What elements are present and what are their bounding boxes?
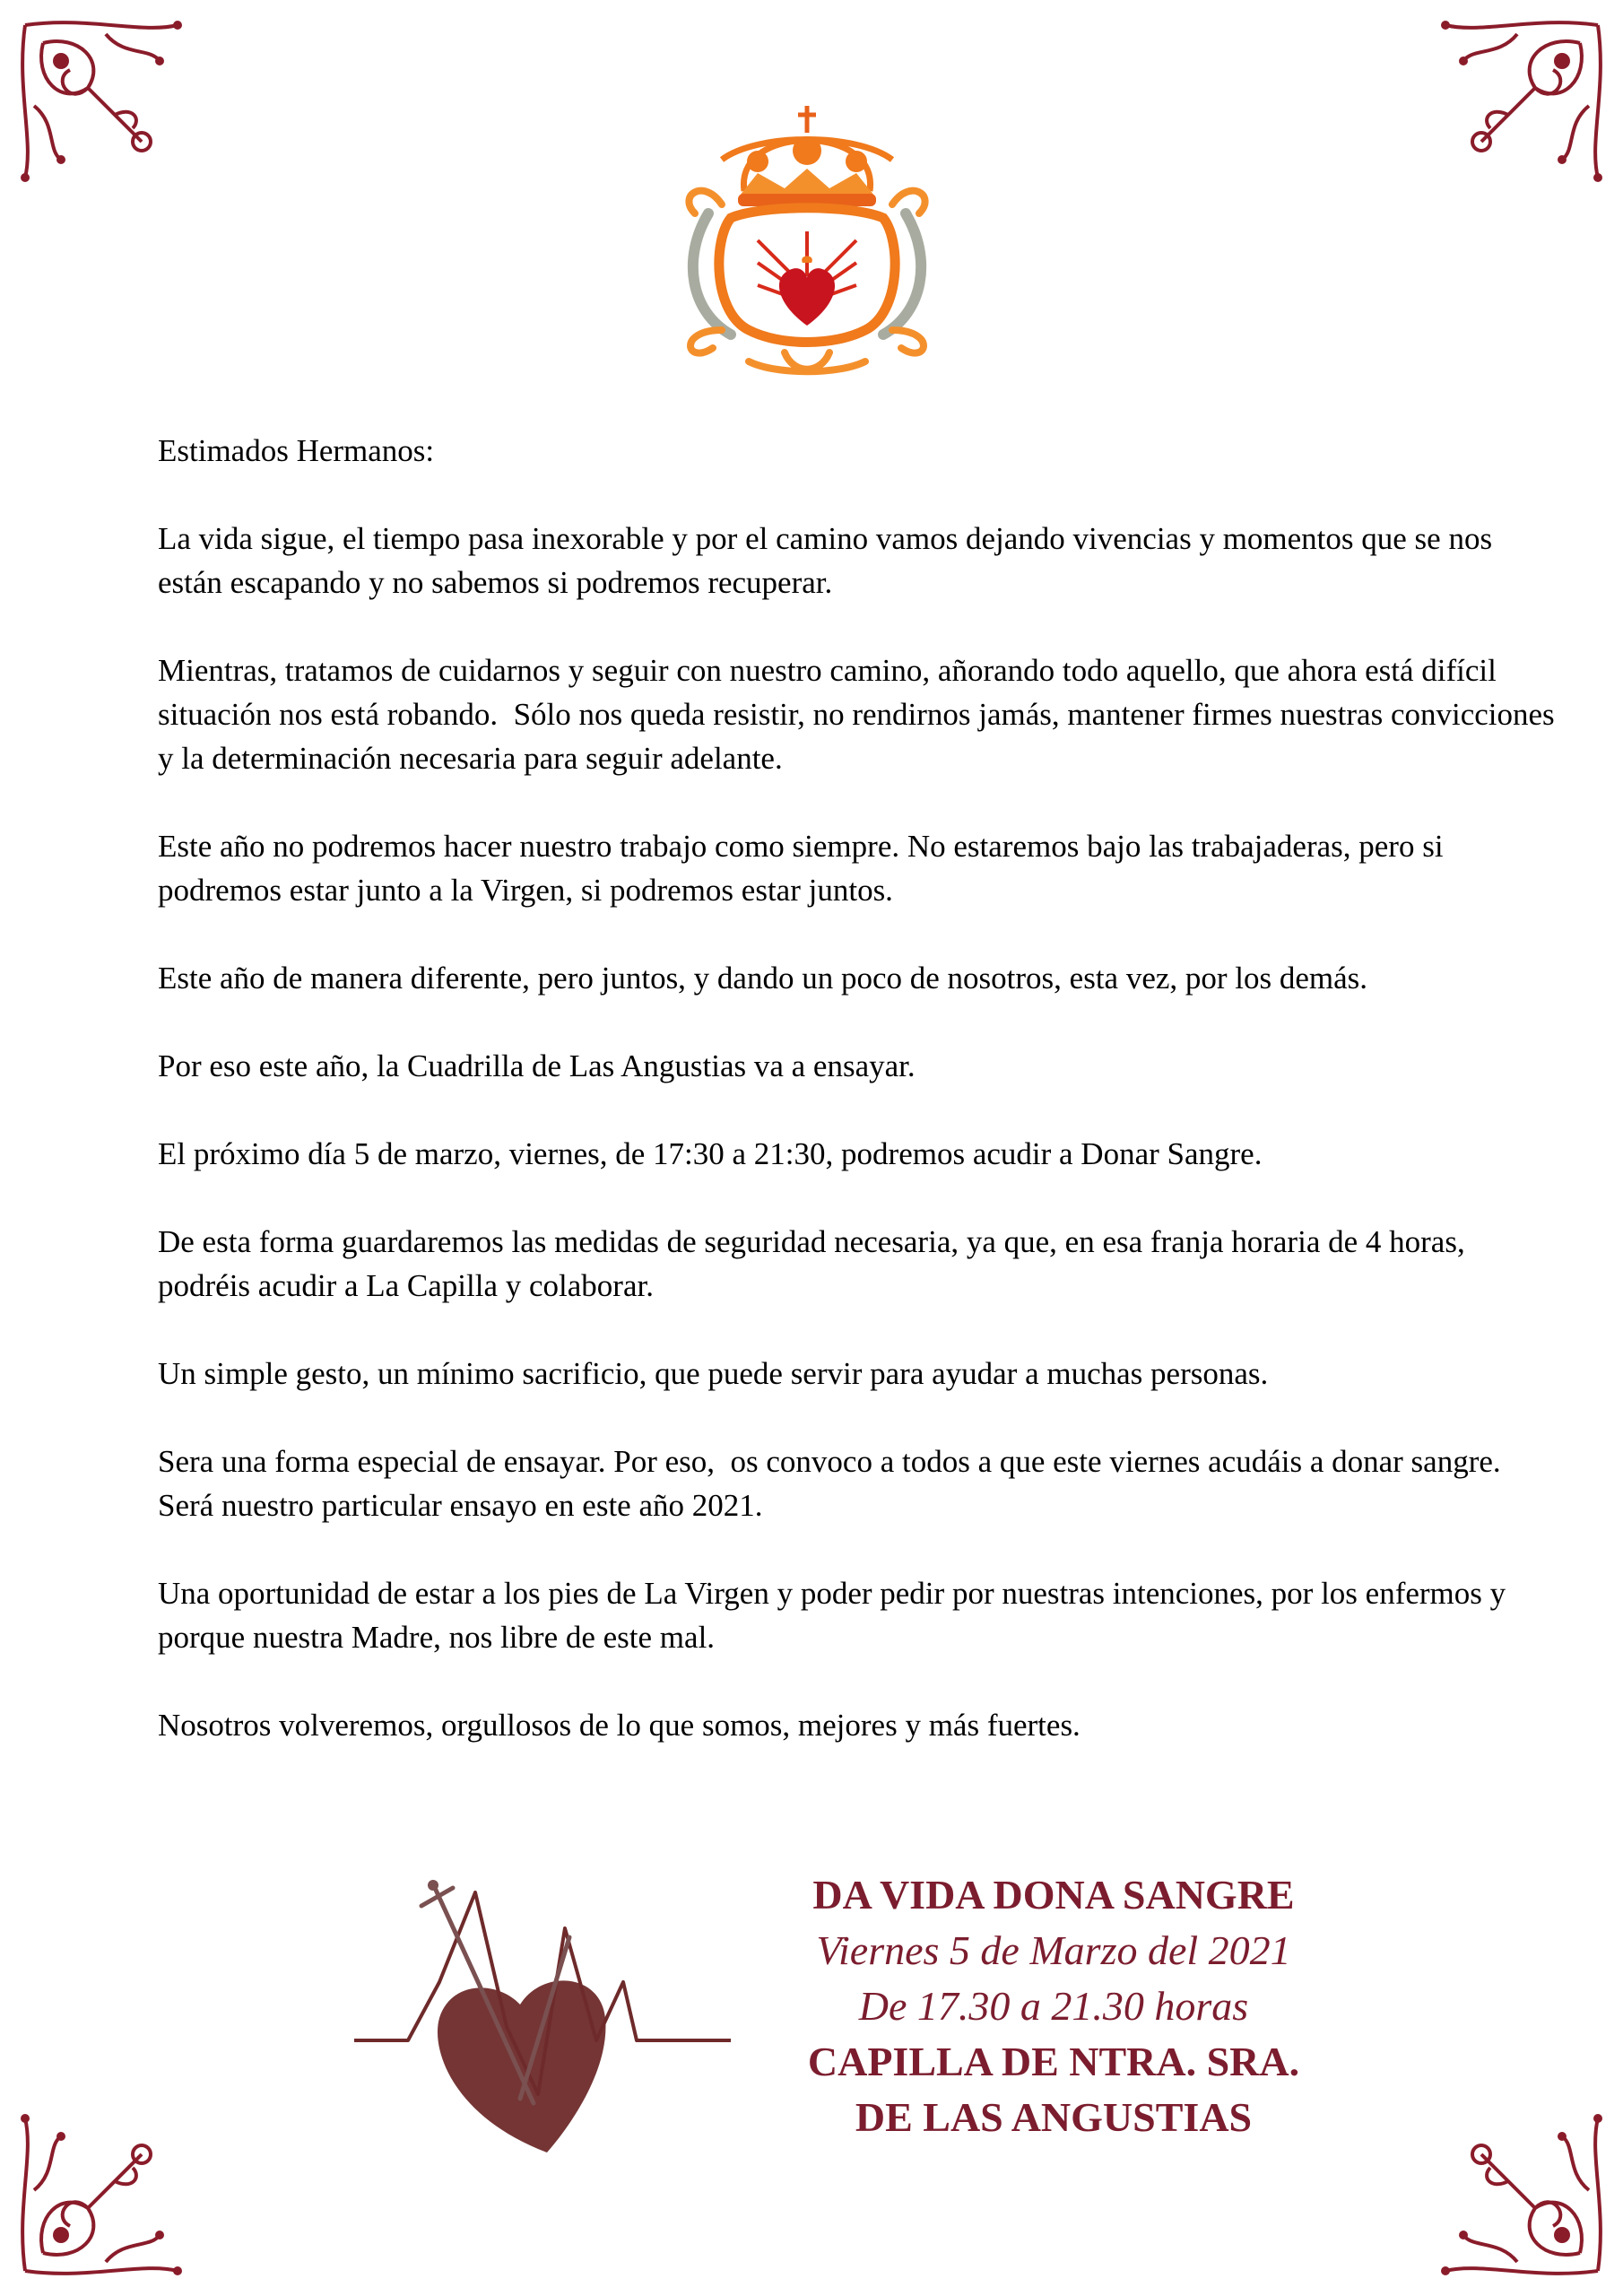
letter-paragraph: Una oportunidad de estar a los pies de La Virgen y poder pedir por nuestras intenciones, por los enfermos y porque nuestra Madre, nos libre de este mal. [158, 1576, 1514, 1655]
pierced-heart-logo-icon [354, 1874, 731, 2170]
event-place-line1: CAPILLA DE NTRA. SRA. [807, 2039, 1300, 2084]
letter-paragraph: De esta forma guardaremos las medidas de seguridad necesaria, ya que, en esa franja horaria de 4 horas, podréis acudir a La Capilla y colaborar. [158, 1224, 1473, 1303]
letter-paragraph: Un simple gesto, un mínimo sacrificio, que puede servir para ayudar a muchas personas. [158, 1356, 1269, 1391]
letter-paragraph: La vida sigue, el tiempo pasa inexorable y por el camino vamos dejando vivencias y momentos que se nos están escapando y no sabemos si podremos recuperar. [158, 521, 1500, 600]
letter-paragraph: Sera una forma especial de ensayar. Por eso, os convoco a todos a que este viernes acudáis a donar sangre. Será nuestro particular ensayo en este año 2021. [158, 1444, 1509, 1523]
letter-paragraph: Este año de manera diferente, pero juntos, y dando un poco de nosotros, esta vez, por los demás. [158, 961, 1368, 996]
letter-closing: Nosotros volveremos, orgullosos de lo que somos, mejores y más fuertes. [158, 1708, 1081, 1743]
corner-ornament-top-right [1428, 7, 1616, 196]
letter-greeting: Estimados Hermanos: [158, 433, 435, 468]
letter-paragraph: Este año no podremos hacer nuestro trabajo como siempre. No estaremos bajo las trabajaderas, pero si podremos estar junto a la Virgen, si podremos estar juntos. [158, 829, 1452, 908]
brotherhood-crest-icon [659, 106, 955, 384]
corner-ornament-bottom-left [7, 2100, 195, 2289]
event-date: Viernes 5 de Marzo del 2021 [816, 1927, 1291, 1973]
event-place-line2: DE LAS ANGUSTIAS [855, 2094, 1253, 2140]
letter-body [158, 429, 1563, 1791]
letter-paragraph: El próximo día 5 de marzo, viernes, de 17:30 a 21:30, podremos acudir a Donar Sangre. [158, 1136, 1263, 1171]
event-time: De 17.30 a 21.30 horas [858, 1983, 1249, 2029]
corner-ornament-top-left [7, 7, 195, 196]
corner-ornament-bottom-right [1428, 2100, 1616, 2289]
event-info [744, 1867, 1363, 2145]
event-headline: DA VIDA DONA SANGRE [812, 1872, 1295, 1918]
letter-paragraph: Por eso este año, la Cuadrilla de Las Angustias va a ensayar. [158, 1048, 916, 1083]
letter-paragraph: Mientras, tratamos de cuidarnos y seguir con nuestro camino, añorando todo aquello, que ahora está difícil situación nos está robando. Sólo nos queda resistir, no rendirnos jamás, mantener firmes nuestras convicciones y la determinación necesaria para seguir adelante. [158, 653, 1563, 776]
